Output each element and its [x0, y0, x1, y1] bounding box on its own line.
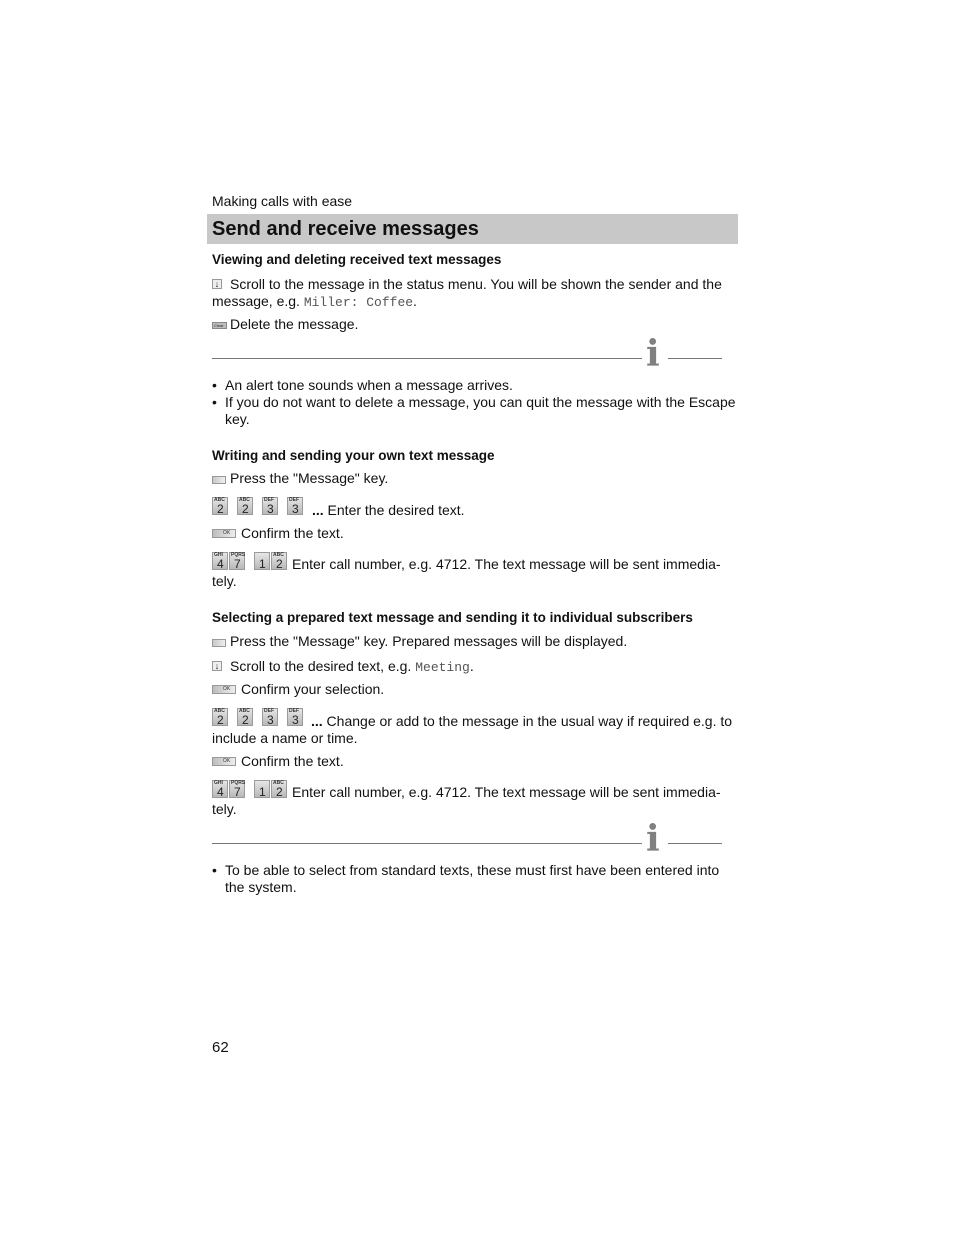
key-letters: ABC	[239, 708, 250, 714]
key-letters: DEF	[289, 497, 299, 503]
viewing-step1-line2	[212, 293, 417, 311]
info1-bullet-2-text-cont: key.	[225, 411, 250, 427]
keypad-2-icon	[237, 497, 253, 515]
selecting-step2-suffix: .	[469, 658, 474, 674]
section-heading-selecting: Selecting a prepared text message and sending it to individual subscribers	[212, 610, 693, 625]
keypad-3-icon	[262, 497, 278, 515]
key-number: 7	[234, 785, 241, 799]
keypad-2-icon	[212, 497, 228, 515]
ok-key-icon: OK	[212, 685, 236, 694]
selecting-step1: Press the "Message" key. Prepared messages will be displayed.	[230, 633, 628, 649]
bullet-mark: •	[212, 862, 217, 878]
page-title: Send and receive messages	[212, 218, 479, 240]
key-number: 3	[292, 713, 299, 727]
scroll-down-icon: ↓	[212, 279, 222, 289]
bullet-mark: •	[212, 394, 217, 410]
selecting-step4-line1	[311, 713, 732, 730]
viewing-step2: Delete the message.	[230, 316, 359, 332]
key-number: 3	[267, 713, 274, 727]
ok-key-icon: OK	[212, 757, 236, 766]
example-text: Meeting	[415, 660, 470, 675]
page-number: 62	[212, 1039, 229, 1056]
key-number: 2	[242, 713, 249, 727]
message-key-icon	[212, 639, 226, 647]
keypad-3-icon	[287, 708, 303, 726]
section-heading-viewing: Viewing and deleting received text messages	[212, 252, 502, 267]
selecting-step4-text: Change or add to the message in the usual way if required e.g. to	[322, 713, 733, 729]
keypad-2-icon	[212, 708, 228, 726]
selecting-step4-line2: include a name or time.	[212, 730, 358, 746]
key-number: 4	[217, 557, 224, 571]
writing-step4-line1: Enter call number, e.g. 4712. The text message will be sent immedia-	[292, 556, 721, 572]
viewing-step1-prefix: message, e.g.	[212, 293, 304, 309]
info-icon: i	[646, 333, 660, 375]
info-icon: i	[646, 818, 660, 860]
keypad-2-icon	[237, 708, 253, 726]
title-bar	[207, 214, 738, 244]
info1-bullet-2-text: If you do not want to delete a message, you can quit the message with the Escape	[225, 394, 736, 410]
key-number: 1	[259, 785, 266, 799]
info-divider-left	[212, 843, 642, 844]
key-number: 2	[217, 713, 224, 727]
key-letters: ABC	[273, 552, 284, 558]
key-number: 7	[234, 557, 241, 571]
keypad-7-icon	[229, 552, 245, 570]
key-number: 2	[242, 502, 249, 516]
key-letters: PQRS	[231, 780, 246, 786]
key-letters: GHI	[214, 552, 223, 558]
keypad-3-icon	[287, 497, 303, 515]
writing-step2	[312, 502, 465, 519]
scroll-down-icon: ↓	[212, 661, 222, 671]
key-number: 4	[217, 785, 224, 799]
keypad-1-icon	[254, 552, 270, 570]
keypad-4-icon	[212, 780, 228, 798]
keypad-4-icon	[212, 552, 228, 570]
info2-bullet-1-text: To be able to select from standard texts, these must first have been entered into	[225, 862, 720, 878]
key-number: 2	[217, 502, 224, 516]
writing-step1: Press the "Message" key.	[230, 470, 389, 486]
key-number: 2	[276, 557, 283, 571]
viewing-step1-suffix: .	[413, 293, 417, 309]
keypad-1-icon	[254, 780, 270, 798]
info2-bullet-1-text-cont: the system.	[225, 879, 297, 895]
writing-step3: Confirm the text.	[241, 525, 344, 541]
key-letters: ABC	[214, 708, 225, 714]
info1-bullet-1-text: An alert tone sounds when a message arrives.	[225, 377, 513, 393]
key-letters: PQRS	[231, 552, 246, 558]
ok-key-icon: OK	[212, 529, 236, 538]
key-number: 3	[292, 502, 299, 516]
key-letters: GHI	[214, 780, 223, 786]
section-heading-writing: Writing and sending your own text message	[212, 448, 495, 463]
ellipsis: ...	[312, 502, 324, 518]
selecting-step6-line2: tely.	[212, 801, 237, 817]
info-divider-left	[212, 358, 642, 359]
writing-step4-line2: tely.	[212, 573, 237, 589]
selecting-step3: Confirm your selection.	[241, 681, 385, 697]
key-letters: ABC	[273, 780, 284, 786]
message-key-icon	[212, 476, 226, 484]
selecting-step5: Confirm the text.	[241, 753, 344, 769]
delete-key-icon: Clear	[212, 322, 227, 329]
ellipsis: ...	[311, 713, 323, 729]
key-letters: ABC	[214, 497, 225, 503]
key-letters: DEF	[264, 708, 274, 714]
keypad-3-icon	[262, 708, 278, 726]
selecting-step6-line1: Enter call number, e.g. 4712. The text message will be sent immedia-	[292, 784, 721, 800]
selecting-step2-prefix: Scroll to the desired text, e.g.	[230, 658, 416, 674]
writing-step2-text: Enter the desired text.	[323, 502, 465, 518]
selecting-step2	[230, 658, 474, 676]
key-number: 2	[276, 785, 283, 799]
keypad-2-icon	[271, 780, 287, 798]
key-letters: ABC	[239, 497, 250, 503]
viewing-step1-line1: Scroll to the message in the status menu. You will be shown the sender and the	[230, 276, 722, 292]
example-sender: Miller: Coffee	[303, 295, 414, 310]
bullet-mark: •	[212, 377, 217, 393]
info-divider-right	[668, 358, 722, 359]
running-head: Making calls with ease	[212, 193, 353, 209]
keypad-2-icon	[271, 552, 287, 570]
keypad-7-icon	[229, 780, 245, 798]
info-divider-right	[668, 843, 722, 844]
key-letters: DEF	[264, 497, 274, 503]
key-number: 1	[259, 557, 266, 571]
key-number: 3	[267, 502, 274, 516]
key-letters: DEF	[289, 708, 299, 714]
